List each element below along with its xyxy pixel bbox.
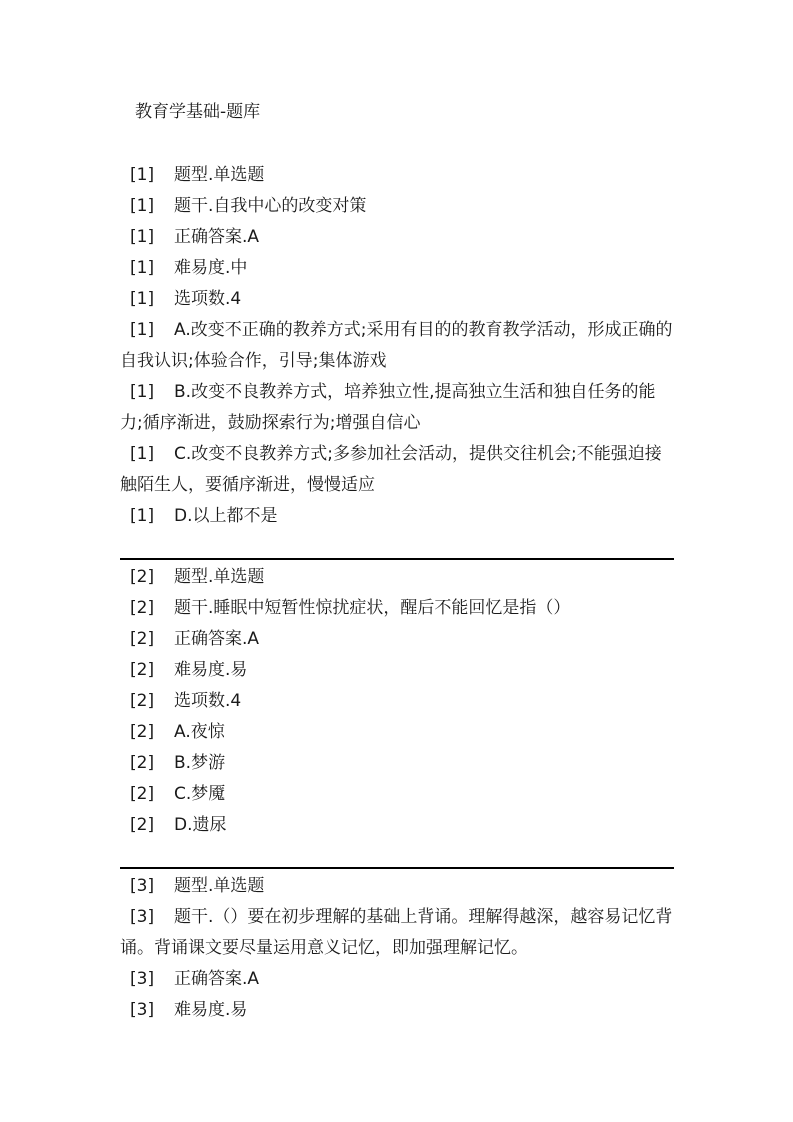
question-index: [2] — [130, 660, 155, 680]
option-b-line — [120, 377, 674, 439]
option-count: 选项数.4 — [174, 691, 242, 711]
question-index: [1] — [130, 165, 155, 185]
spacer — [120, 532, 674, 558]
question-index: [3] — [130, 907, 155, 927]
question-stem: 题干.自我中心的改变对策 — [174, 196, 367, 216]
question-index: [1] — [130, 258, 155, 278]
question-index: [3] — [130, 969, 155, 989]
question-index: [2] — [130, 691, 155, 711]
question-index: [3] — [130, 1000, 155, 1020]
document-title: 教育学基础-题库 — [135, 102, 261, 122]
option-a: A.改变不正确的教养方式;采用有目的的教育教学活动，形成正确的自我认识;体验合作，引导;集体游戏 — [120, 320, 673, 371]
question-index: [1] — [130, 196, 155, 216]
option-b: B.改变不良教养方式，培养独立性,提高独立生活和独自任务的能力;循序渐进，鼓励探索行为;增强自信心 — [120, 382, 656, 433]
question-block-3 — [120, 869, 674, 1026]
option-d: D.以上都不是 — [174, 506, 278, 526]
question-index: [2] — [130, 722, 155, 742]
question-block-2 — [120, 560, 674, 841]
correct-answer: 正确答案.A — [174, 969, 260, 989]
difficulty: 难易度.易 — [174, 660, 248, 680]
option-b: B.梦游 — [174, 753, 226, 773]
option-count-line — [120, 686, 674, 717]
question-type: 题型.单选题 — [174, 876, 265, 896]
option-c: C.改变不良教养方式;多参加社会活动，提供交往机会;不能强迫接触陌生人，要循序渐进，慢慢适应 — [120, 444, 662, 495]
option-c-line — [120, 439, 674, 501]
option-c: C.梦魇 — [174, 784, 226, 804]
question-list — [120, 160, 674, 1026]
question-index: [2] — [130, 629, 155, 649]
question-stem: 题干.（）要在初步理解的基础上背诵。理解得越深，越容易记忆背诵。背诵课文要尽量运用意义记忆，即加强理解记忆。 — [120, 907, 673, 958]
option-count-line — [120, 284, 674, 315]
option-a-line — [120, 315, 674, 377]
difficulty: 难易度.中 — [174, 258, 248, 278]
question-index: [2] — [130, 598, 155, 618]
question-index: [1] — [130, 227, 155, 247]
question-stem: 题干.睡眠中短暂性惊扰症状，醒后不能回忆是指（） — [174, 598, 571, 618]
option-count: 选项数.4 — [174, 289, 242, 309]
option-d-line — [120, 810, 674, 841]
question-index: [1] — [130, 506, 155, 526]
question-index: [2] — [130, 753, 155, 773]
difficulty-line — [120, 253, 674, 284]
correct-answer-line — [120, 222, 674, 253]
option-a-line — [120, 717, 674, 748]
option-b-line — [120, 748, 674, 779]
question-type: 题型.单选题 — [174, 567, 265, 587]
question-index: [1] — [130, 444, 155, 464]
correct-answer-line — [120, 624, 674, 655]
correct-answer: 正确答案.A — [174, 629, 260, 649]
spacer — [120, 841, 674, 867]
question-index: [2] — [130, 815, 155, 835]
question-index: [2] — [130, 567, 155, 587]
question-type-line — [120, 871, 674, 902]
difficulty-line — [120, 995, 674, 1026]
option-a: A.夜惊 — [174, 722, 225, 742]
option-c-line — [120, 779, 674, 810]
correct-answer: 正确答案.A — [174, 227, 260, 247]
question-type-line — [120, 160, 674, 191]
question-index: [2] — [130, 784, 155, 804]
question-block-1 — [120, 160, 674, 532]
correct-answer-line — [120, 964, 674, 995]
difficulty: 难易度.易 — [174, 1000, 248, 1020]
question-stem-line — [120, 902, 674, 964]
question-stem-line — [120, 593, 674, 624]
question-index: [1] — [130, 320, 155, 340]
option-d-line — [120, 501, 674, 532]
option-d: D.遗尿 — [174, 815, 227, 835]
difficulty-line — [120, 655, 674, 686]
question-index: [3] — [130, 876, 155, 896]
question-type-line — [120, 562, 674, 593]
question-stem-line — [120, 191, 674, 222]
question-index: [1] — [130, 289, 155, 309]
question-type: 题型.单选题 — [174, 165, 265, 185]
question-index: [1] — [130, 382, 155, 402]
